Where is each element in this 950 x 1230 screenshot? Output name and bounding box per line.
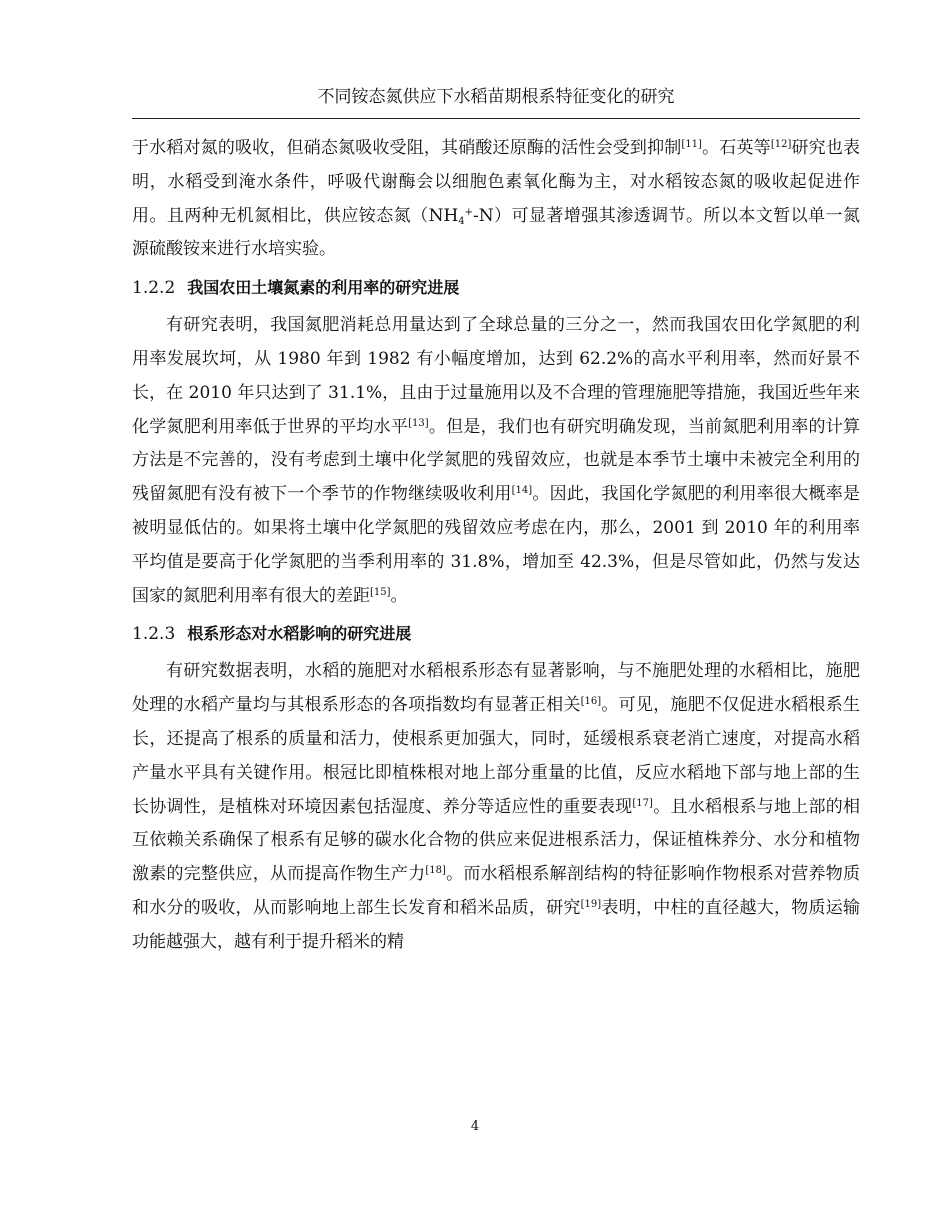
paragraph	[132, 655, 860, 959]
paragraph-text: 。石英等	[701, 138, 771, 158]
paragraph-text: 。	[390, 585, 408, 606]
citation: [15]	[370, 586, 391, 598]
section-title: 根系形态对水稻影响的研究进展	[187, 624, 412, 644]
running-header: 不同铵态氮供应下水稻苗期根系特征变化的研究	[317, 87, 675, 107]
section-heading-1-2-3	[132, 620, 860, 648]
paragraph-text: 表明，中柱的直径越大，物质运输功能越强大，越有利于提升稻米的精	[132, 897, 861, 952]
citation: [17]	[632, 797, 653, 809]
citation: [13]	[408, 417, 429, 429]
citation: [12]	[770, 139, 792, 150]
citation: [19]	[580, 898, 602, 910]
paragraph-text: 。可见，施肥不仅促进水稻根系生长，还提高了根系的质量和活力，使根系更加强大，同时，延缓根系衰老消亡速度，对提高水稻产量水平具有关键作用。根冠比即植株根对地上部分重量的比值，反应水稻地下部与地上部的生长协调性，是植株对环境因素包括湿度、养分等适应性的重要表现	[132, 695, 861, 817]
paragraph-text: 。且水稻根系与地上部的相互依赖关系确保了根系有足够的碳水化合物的供应来促进根系活力，保证植株养分、水分和植物激素的完整供应，从而提高作物生产力	[132, 796, 861, 885]
paragraph-text: 。而水稻根系解剖结构的特征影响作物根系对营养物质和水分的吸收，从而影响地上部生长发育和稻米品质，研究	[132, 864, 861, 918]
section-heading-1-2-2	[132, 274, 860, 302]
paragraph-text: 于水稻对氮的吸收，但硝态氮吸收受阻，其硝酸还原酶的活性会受到抑制	[132, 138, 682, 158]
citation: [16]	[580, 696, 602, 708]
paragraph-text: 。因此，我国化学氮肥的利用率很大概率是被明显低估的。如果将土壤中化学氮肥的残留效应考虑在内，那么，2001 到 2010 年的利用率平均值是要高于化学氮肥的当季利用率的 31.8%，增加至 42.3%，但是尽管如此，仍然与发达国家的氮肥利用率有很大的差距	[132, 484, 861, 606]
section-number: 1.2.3	[132, 624, 176, 645]
page-number: 4	[470, 1119, 480, 1134]
paragraph-text: -N）可显著增强其渗透调节。所以本文暂以单一氮源硫酸铵来进行水培实验。	[132, 205, 860, 260]
paragraph	[132, 309, 860, 613]
header-rule	[132, 118, 860, 119]
paragraph-continued	[132, 132, 860, 267]
paragraph-text: 。但是，我们也有研究明确发现，当前氮肥利用率的计算方法是不完善的，没有考虑到土壤中化学氮肥的残留效应，也就是本季节土壤中未被完全利用的残留氮肥有没有被下一个季节的作物继续吸收利用	[132, 416, 861, 505]
section-title: 我国农田土壤氮素的利用率的研究进展	[187, 278, 460, 298]
paragraph-text: 研究也表明，水稻受到淹水条件，呼吸代谢酶会以细胞色素氧化酶为主，对水稻铵态氮的吸收起促进作用。且两种无机氮相比，供应铵态氮（NH	[132, 138, 861, 226]
section-number: 1.2.2	[132, 278, 176, 299]
citation: [18]	[425, 865, 446, 877]
subscript: 4	[458, 215, 465, 227]
citation: [14]	[511, 485, 533, 497]
page-body	[132, 132, 860, 960]
paragraph-text: 有研究数据表明，水稻的施肥对水稻根系形态有显著影响，与不施肥处理的水稻相比，施肥处理的水稻产量均与其根系形态的各项指数均有显著正相关	[132, 661, 860, 716]
superscript: +	[464, 206, 474, 218]
paragraph-text: 有研究表明，我国氮肥消耗总用量达到了全球总量的三分之一，然而我国农田化学氮肥的利用率发展坎坷，从 1980 年到 1982 有小幅度增加，达到 62.2%的高水平利用率，然而好景不长，在 2010 年只达到了 31.1%，且由于过量施用以及不合理的管理施肥等措施，我国近些年来化学氮肥利用率低于世界的平均水平	[132, 315, 860, 437]
citation: [11]	[681, 139, 702, 150]
